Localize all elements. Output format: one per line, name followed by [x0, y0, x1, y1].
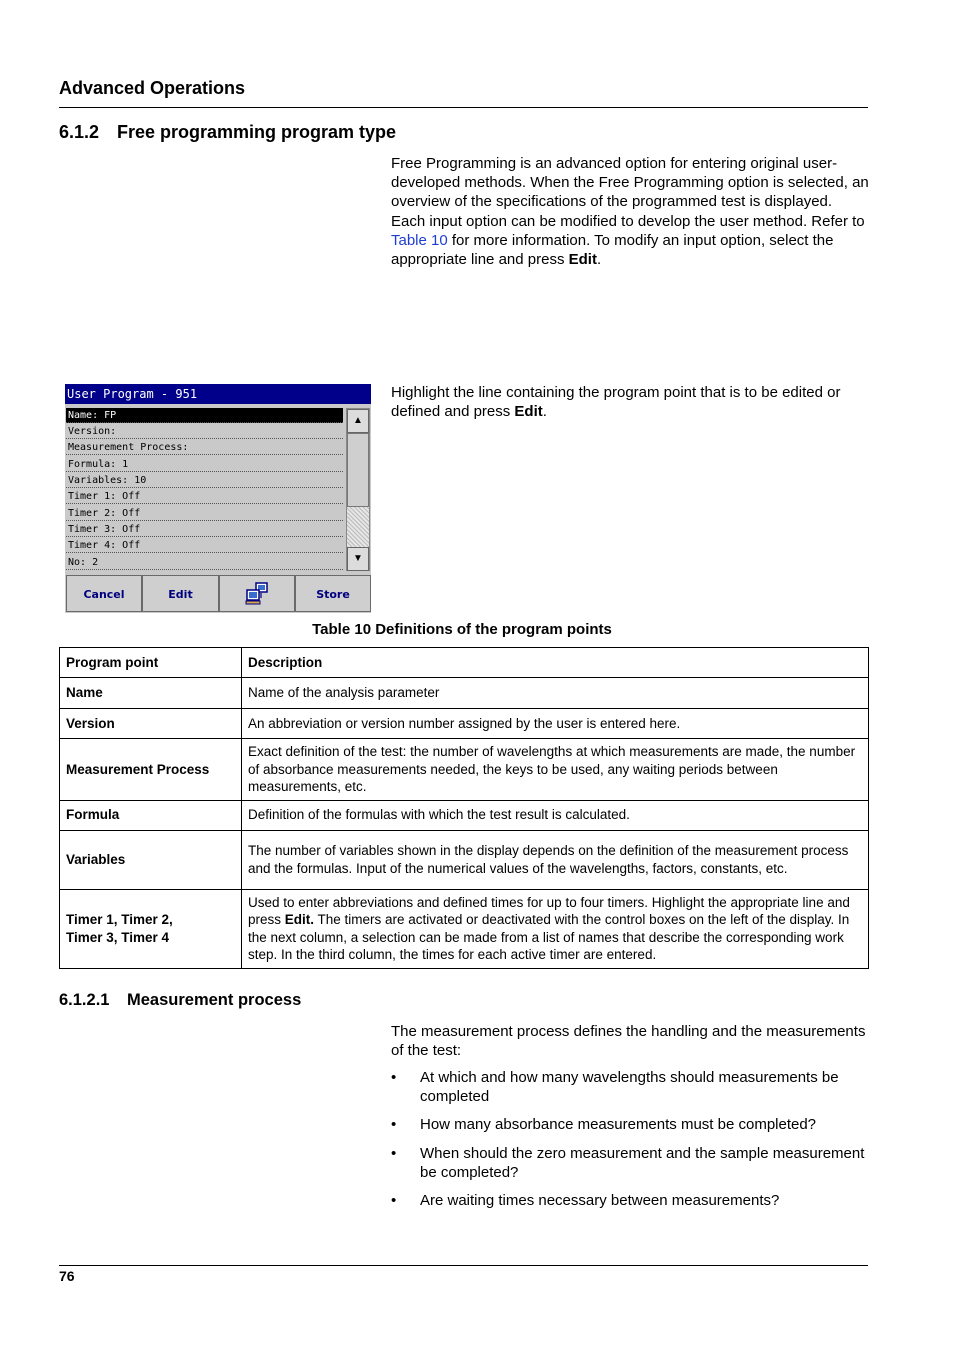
table-row	[60, 709, 869, 739]
timer-point-line-2: Timer 3, Timer 4	[66, 929, 170, 945]
timer-point-line-1: Timer 1, Timer 2,	[66, 912, 173, 927]
list-item	[391, 1191, 871, 1210]
program-point-cell: Measurement Process	[60, 739, 242, 801]
list-item-formula[interactable]: Formula: 1	[66, 457, 343, 472]
definitions-table	[59, 647, 869, 969]
list-item-no[interactable]: No: 2	[66, 555, 343, 570]
list-item-timer-3[interactable]: Timer 3: Off	[66, 522, 343, 537]
list-item	[391, 1068, 871, 1106]
question-list	[391, 1068, 871, 1219]
table-row	[60, 830, 869, 889]
table-row	[60, 800, 869, 830]
highlight-edit-bold: Edit	[514, 403, 543, 421]
subsection-title: Measurement process	[127, 991, 302, 1009]
list-item-timer-4[interactable]: Timer 4: Off	[66, 538, 343, 553]
program-point-list	[66, 408, 345, 572]
list-item-variables[interactable]: Variables: 10	[66, 473, 343, 488]
section-title: Free programming program type	[117, 122, 397, 142]
header-rule	[59, 107, 868, 108]
bullet-text: Are waiting times necessary between measurements?	[420, 1192, 780, 1210]
scroll-up-arrow-icon[interactable]: ▲	[347, 409, 369, 433]
footer-rule	[59, 1265, 868, 1266]
list-scrollbar[interactable]	[346, 408, 370, 571]
list-item-timer-1[interactable]: Timer 1: Off	[66, 489, 343, 504]
measurement-intro: The measurement process defines the handling and the measurements of the test:	[391, 1023, 866, 1060]
highlight-end: .	[542, 403, 547, 421]
intro-end: .	[596, 251, 602, 269]
table-caption: Table 10 Definitions of the program points	[312, 621, 612, 638]
program-point-cell: Variables	[60, 830, 242, 889]
description-cell: An abbreviation or version number assigned by the user is entered here.	[242, 709, 869, 739]
subsection-heading	[59, 991, 301, 1010]
list-item-measurement-process[interactable]: Measurement Process:	[66, 440, 343, 455]
bullet-text: How many absorbance measurements must be completed?	[420, 1116, 817, 1134]
network-transfer-button[interactable]	[219, 575, 295, 612]
highlight-text: Highlight the line containing the program point that is to be edited or defined and press	[391, 384, 841, 421]
section-heading	[59, 122, 396, 143]
table-header-row	[60, 648, 869, 678]
scroll-track[interactable]	[347, 507, 369, 547]
column-header: Description	[242, 648, 869, 678]
list-item	[391, 1144, 871, 1182]
network-computer-icon	[245, 582, 269, 606]
table-row	[60, 678, 869, 709]
description-cell	[242, 889, 869, 968]
bullet: •	[391, 1116, 397, 1134]
description-cell: Name of the analysis parameter	[242, 678, 869, 709]
edit-button[interactable]: Edit	[142, 575, 219, 612]
program-point-cell: Name	[60, 678, 242, 709]
page-number: 76	[59, 1268, 75, 1284]
scroll-down-arrow-icon[interactable]: ▼	[347, 547, 369, 571]
running-header: Advanced Operations	[59, 78, 246, 98]
store-button[interactable]: Store	[295, 575, 371, 612]
description-cell: Definition of the formulas with which the test result is calculated.	[242, 800, 869, 830]
bullet: •	[391, 1144, 397, 1162]
program-point-cell	[60, 889, 242, 968]
table-10-link[interactable]: Table 10	[391, 231, 448, 249]
subsection-number: 6.1.2.1	[59, 991, 110, 1009]
intro-edit-bold: Edit	[568, 251, 597, 269]
list-item	[391, 1115, 871, 1134]
list-item-name[interactable]: Name: FP	[66, 408, 343, 423]
description-cell: The number of variables shown in the display depends on the definition of the measurement process and the formulas. Input of the numerical values of the wavelengths, factors, constants, etc.	[242, 830, 869, 889]
table-row	[60, 739, 869, 801]
bullet-text: When should the zero measurement and the sample measurement be completed?	[420, 1144, 865, 1181]
scroll-thumb[interactable]	[347, 433, 369, 507]
program-point-cell: Version	[60, 709, 242, 739]
timer-desc-a: Used to enter abbreviations and defined times for up to four timers. Highlight the appropriate line and press	[248, 894, 850, 927]
bullet-text: At which and how many wavelengths should measurements be completed	[420, 1069, 839, 1106]
bullet: •	[391, 1069, 397, 1086]
section-number: 6.1.2	[59, 122, 100, 142]
list-item-version[interactable]: Version:	[66, 424, 343, 439]
bullet: •	[391, 1192, 397, 1210]
intro-text-a: Free Programming is an advanced option for entering original user-developed methods. When the Free Programming option is selected, an overview of the specifications of the programmed test is displayed. Each input option can be modified to develop the user method. Refer to	[391, 155, 869, 230]
timer-desc-edit: Edit.	[284, 912, 315, 927]
intro-text-b: for more information. To modify an input option, select the appropriate line and press	[391, 231, 834, 269]
timer-desc-b: The timers are activated or deactivated with the control boxes on the left of the display. In the next column, a selection can be made from a list of names that describe the corresponding work step. In the third column, the times for each active timer are entered.	[248, 912, 850, 962]
highlight-paragraph	[391, 383, 869, 421]
table-row	[60, 889, 869, 968]
cancel-button[interactable]: Cancel	[66, 575, 142, 612]
program-point-cell: Formula	[60, 800, 242, 830]
list-item-timer-2[interactable]: Timer 2: Off	[66, 506, 343, 521]
intro-paragraph	[391, 154, 869, 269]
user-program-screen	[65, 384, 371, 613]
column-header: Program point	[60, 648, 242, 678]
description-cell: Exact definition of the test: the number of wavelengths at which measurements are made, the number of absorbance measurements needed, the keys to be used, any waiting periods between measurements, etc.	[242, 739, 869, 801]
screen-title: User Program - 951	[65, 384, 371, 404]
screen-button-bar	[65, 575, 371, 613]
